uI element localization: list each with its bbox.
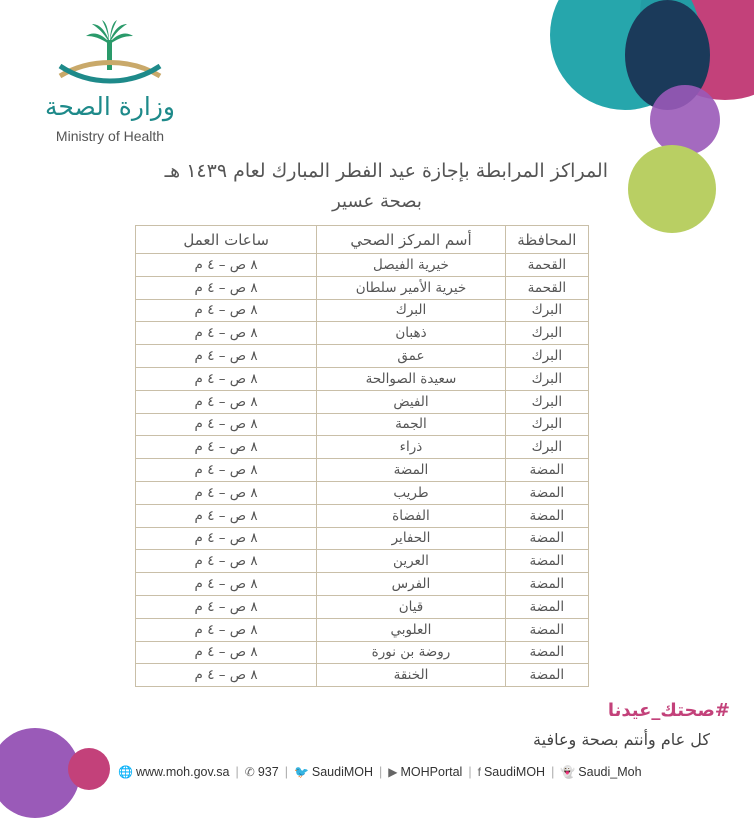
cell-working-hours: ٨ ص – ٤ م (136, 345, 317, 368)
footer-contact-text: SaudiMOH (483, 765, 546, 779)
cell-governorate: المضة (505, 550, 588, 573)
cell-governorate: البرك (505, 413, 588, 436)
table-row (136, 618, 589, 641)
footer-separator: | (551, 765, 555, 779)
cell-center-name: الفرس (317, 573, 505, 596)
cell-working-hours: ٨ ص – ٤ م (136, 299, 317, 322)
table-row (136, 641, 589, 664)
cell-governorate: المضة (505, 481, 588, 504)
footer-separator: | (284, 765, 288, 779)
cell-governorate: البرك (505, 345, 588, 368)
contact-bar (118, 762, 728, 782)
cell-working-hours: ٨ ص – ٤ م (136, 550, 317, 573)
cell-center-name: المضة (317, 459, 505, 482)
cell-governorate: المضة (505, 641, 588, 664)
table-row (136, 664, 589, 687)
cell-working-hours: ٨ ص – ٤ م (136, 527, 317, 550)
header-center-name: أسم المركز الصحي (317, 226, 505, 254)
cell-working-hours: ٨ ص – ٤ م (136, 436, 317, 459)
footer-contact-item[interactable] (478, 765, 545, 779)
cell-center-name: عمق (317, 345, 505, 368)
footer-separator: | (235, 765, 239, 779)
table-row (136, 573, 589, 596)
cell-working-hours: ٨ ص – ٤ م (136, 618, 317, 641)
footer-contact-text: 937 (257, 765, 279, 779)
cell-governorate: القحمة (505, 254, 588, 277)
footer-contact-item[interactable] (388, 765, 462, 779)
cell-governorate: القحمة (505, 276, 588, 299)
cell-governorate: البرك (505, 436, 588, 459)
logo-english-name: Ministry of Health (55, 128, 165, 144)
footer-contact-text: Saudi_Moh (578, 765, 642, 779)
cell-center-name: قيان (317, 595, 505, 618)
table-row (136, 322, 589, 345)
cell-center-name: البرك (317, 299, 505, 322)
cell-working-hours: ٨ ص – ٤ م (136, 413, 317, 436)
cell-center-name: ذهبان (317, 322, 505, 345)
table-row (136, 254, 589, 277)
greeting-text: كل عام وأنتم بصحة وعافية (533, 730, 710, 749)
cell-center-name: ذراء (317, 436, 505, 459)
facebook-icon: f (477, 765, 481, 779)
page-title: المراكز المرابطة بإجازة عيد الفطر المبارك لعام ١٤٣٩ هـ (164, 160, 608, 182)
table-row (136, 390, 589, 413)
cell-governorate: المضة (505, 664, 588, 687)
footer-separator: | (379, 765, 383, 779)
cell-working-hours: ٨ ص – ٤ م (136, 390, 317, 413)
snapchat-icon: 👻 (560, 765, 576, 779)
cell-governorate: المضة (505, 459, 588, 482)
table-row (136, 413, 589, 436)
footer-contact-text: www.moh.gov.sa (135, 765, 230, 779)
footer-contact-item[interactable] (560, 765, 641, 779)
cell-center-name: الفيض (317, 390, 505, 413)
twitter-icon: 🐦 (293, 765, 309, 779)
footer-contact-text: SaudiMOH (311, 765, 374, 779)
decor-circle-purple (650, 85, 720, 155)
table-row (136, 527, 589, 550)
cell-working-hours: ٨ ص – ٤ م (136, 367, 317, 390)
cell-center-name: خيرية الفيصل (317, 254, 505, 277)
table-row (136, 367, 589, 390)
cell-working-hours: ٨ ص – ٤ م (136, 504, 317, 527)
cell-center-name: روضة بن نورة (317, 641, 505, 664)
table-row (136, 481, 589, 504)
table-header-row (136, 226, 589, 254)
table-row (136, 504, 589, 527)
table-row (136, 345, 589, 368)
cell-working-hours: ٨ ص – ٤ م (136, 573, 317, 596)
cell-governorate: البرك (505, 390, 588, 413)
footer-contact-item[interactable] (294, 765, 373, 779)
phone-icon: ✆ (244, 765, 255, 779)
cell-working-hours: ٨ ص – ٤ م (136, 254, 317, 277)
footer-contact-item[interactable] (245, 765, 279, 779)
cell-center-name: الخنقة (317, 664, 505, 687)
table-row (136, 595, 589, 618)
header-working-hours: ساعات العمل (136, 226, 317, 254)
cell-working-hours: ٨ ص – ٤ م (136, 595, 317, 618)
cell-working-hours: ٨ ص – ٤ م (136, 459, 317, 482)
globe-icon: 🌐 (118, 765, 133, 779)
cell-governorate: المضة (505, 504, 588, 527)
cell-governorate: البرك (505, 299, 588, 322)
footer-contact-text: MOHPortal (400, 765, 463, 779)
youtube-icon: ▶ (388, 765, 398, 779)
table-row (136, 276, 589, 299)
centers-table (135, 225, 589, 687)
cell-governorate: البرك (505, 367, 588, 390)
hashtag: #صحتك_عيدنا (607, 700, 730, 721)
table-row (136, 550, 589, 573)
header-governorate: المحافظة (505, 226, 588, 254)
cell-governorate: المضة (505, 527, 588, 550)
footer-contact-item[interactable] (118, 765, 230, 779)
decor-circle-pink-bottom (68, 748, 110, 790)
page-subtitle: بصحة عسير (332, 191, 422, 212)
cell-working-hours: ٨ ص – ٤ م (136, 481, 317, 504)
cell-center-name: الحفاير (317, 527, 505, 550)
cell-governorate: البرك (505, 322, 588, 345)
cell-center-name: الفضاة (317, 504, 505, 527)
cell-center-name: طريب (317, 481, 505, 504)
table-row (136, 299, 589, 322)
decor-circle-green (628, 145, 716, 233)
table-row (136, 436, 589, 459)
table-row (136, 459, 589, 482)
cell-governorate: المضة (505, 618, 588, 641)
cell-working-hours: ٨ ص – ٤ م (136, 664, 317, 687)
cell-center-name: سعيدة الصوالحة (317, 367, 505, 390)
cell-working-hours: ٨ ص – ٤ م (136, 641, 317, 664)
cell-governorate: المضة (505, 573, 588, 596)
cell-working-hours: ٨ ص – ٤ م (136, 322, 317, 345)
cell-center-name: الجمة (317, 413, 505, 436)
cell-working-hours: ٨ ص – ٤ م (136, 276, 317, 299)
cell-center-name: العلوبي (317, 618, 505, 641)
cell-center-name: خيرية الأمير سلطان (317, 276, 505, 299)
logo-arabic-name: وزارة الصحة (45, 92, 175, 121)
cell-center-name: العرين (317, 550, 505, 573)
footer-separator: | (468, 765, 472, 779)
cell-governorate: المضة (505, 595, 588, 618)
